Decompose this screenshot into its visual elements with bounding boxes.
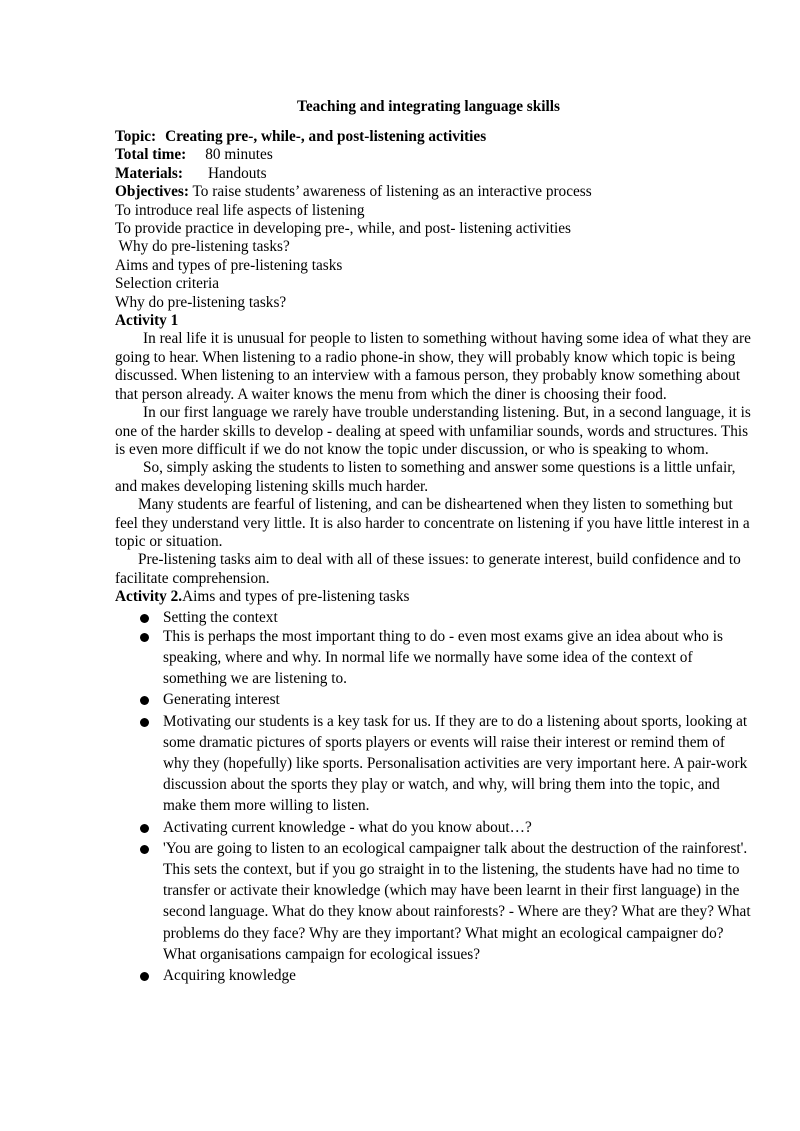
- materials-value: Handouts: [207, 164, 267, 182]
- paragraph: In real life it is unusual for people to listen to something without having some idea of what they are going to hear. When listening to a radio phone-in show, they will probably know which topic is being discussed. When listening to an interview with a famous person, they probably know something about that person already. A waiter knows the menu from which the diner is choosing their food.: [115, 330, 751, 403]
- paragraph: So, simply asking the students to listen to something and answer some questions is a little unfair, and makes developing listening skills much harder.: [115, 459, 736, 495]
- paragraph: Pre-listening tasks aim to deal with all of these issues: to generate interest, build confidence and to facilitate comprehension.: [115, 551, 741, 587]
- paragraph: Many students are fearful of listening, and can be disheartened when they listen to something but feel they understand very little. It is also harder to concentrate on listening if you have little interest in a topic or situation.: [115, 496, 750, 550]
- total-time-label: Total time:: [115, 146, 187, 164]
- list-item-text: Generating interest: [163, 691, 280, 709]
- topic-label: Topic:: [115, 128, 157, 145]
- document-title: Teaching and integrating language skills: [297, 98, 560, 115]
- activity2-heading: [115, 588, 755, 606]
- list-item: [115, 838, 755, 965]
- bullet-icon: [140, 614, 149, 623]
- list-item-text: Setting the context: [163, 608, 278, 626]
- objectives-row: [115, 183, 755, 201]
- objective-line: Why do pre-listening tasks?: [115, 238, 290, 256]
- list-item: [115, 607, 755, 628]
- bullet-icon: [140, 824, 149, 833]
- activity1-heading: Activity 1: [115, 312, 179, 330]
- activity2-label: Activity 2.: [115, 588, 183, 606]
- objective-line: Aims and types of pre-listening tasks: [115, 256, 343, 274]
- list-item: [115, 689, 755, 710]
- total-time-value: 80 minutes: [205, 146, 273, 164]
- list-item: [115, 965, 755, 986]
- objective-line: To provide practice in developing pre-, while, and post- listening activities: [115, 220, 572, 238]
- objective-line: Selection criteria: [115, 275, 220, 293]
- list-item: [115, 711, 755, 817]
- objective-line: To introduce real life aspects of listening: [115, 201, 365, 219]
- topic-value: Creating pre-, while-, and post-listening activities: [165, 128, 487, 145]
- objectives-label: Objectives:: [115, 183, 189, 201]
- materials-label: Materials:: [115, 164, 183, 182]
- materials-row: [115, 165, 755, 183]
- bullet-list: [115, 607, 755, 987]
- list-item-text: Motivating our students is a key task for us. If they are to do a listening about sports, looking at some dramatic pictures of sports players or events will raise their interest or remind them of why they (hopefully) like sports. Personalisation activities are very important here. A pair-work discussion about the sports they play or watch, and why, will bring them into the topic, and make them more willing to listen.: [163, 712, 748, 815]
- lesson-content: [115, 128, 755, 986]
- total-time-row: [115, 146, 755, 164]
- bullet-icon: [140, 845, 149, 854]
- list-item-text: Activating current knowledge - what do you know about…?: [163, 818, 532, 836]
- list-item: [115, 626, 755, 690]
- list-item-text: 'You are going to listen to an ecological campaigner talk about the destruction of the rainforest'. This sets the context, but if you go straight in to the listening, the students have had no time to transfer or activate their knowledge (which may have been learnt in their first language) in the second language. What do they know about rainforests? - Where are they? What are they? What problems do they face? Why are they important? What might an ecological campaigner do? What organisations campaign for ecological issues?: [163, 839, 751, 963]
- list-item-text: This is perhaps the most important thing to do - even most exams give an idea about who is speaking, where and why. In normal life we normally have some idea of the context of something we are listening to.: [163, 627, 723, 688]
- list-item-text: Acquiring knowledge: [163, 967, 296, 985]
- bullet-icon: [140, 696, 149, 705]
- activity2-subtitle: Aims and types of pre-listening tasks: [182, 588, 410, 606]
- bullet-icon: [140, 633, 149, 642]
- topic-row: [115, 128, 755, 146]
- bullet-icon: [140, 718, 149, 727]
- objective-line: To raise students’ awareness of listening as an interactive process: [192, 183, 592, 201]
- paragraph: In our first language we rarely have trouble understanding listening. But, in a second language, it is one of the harder skills to develop - dealing at speed with unfamiliar sounds, words and structures. This is even more difficult if we do not know the topic under discussion, or who is speaking to whom.: [115, 404, 751, 458]
- bullet-icon: [140, 972, 149, 981]
- list-item: [115, 817, 755, 838]
- objective-line: Why do pre-listening tasks?: [115, 293, 287, 311]
